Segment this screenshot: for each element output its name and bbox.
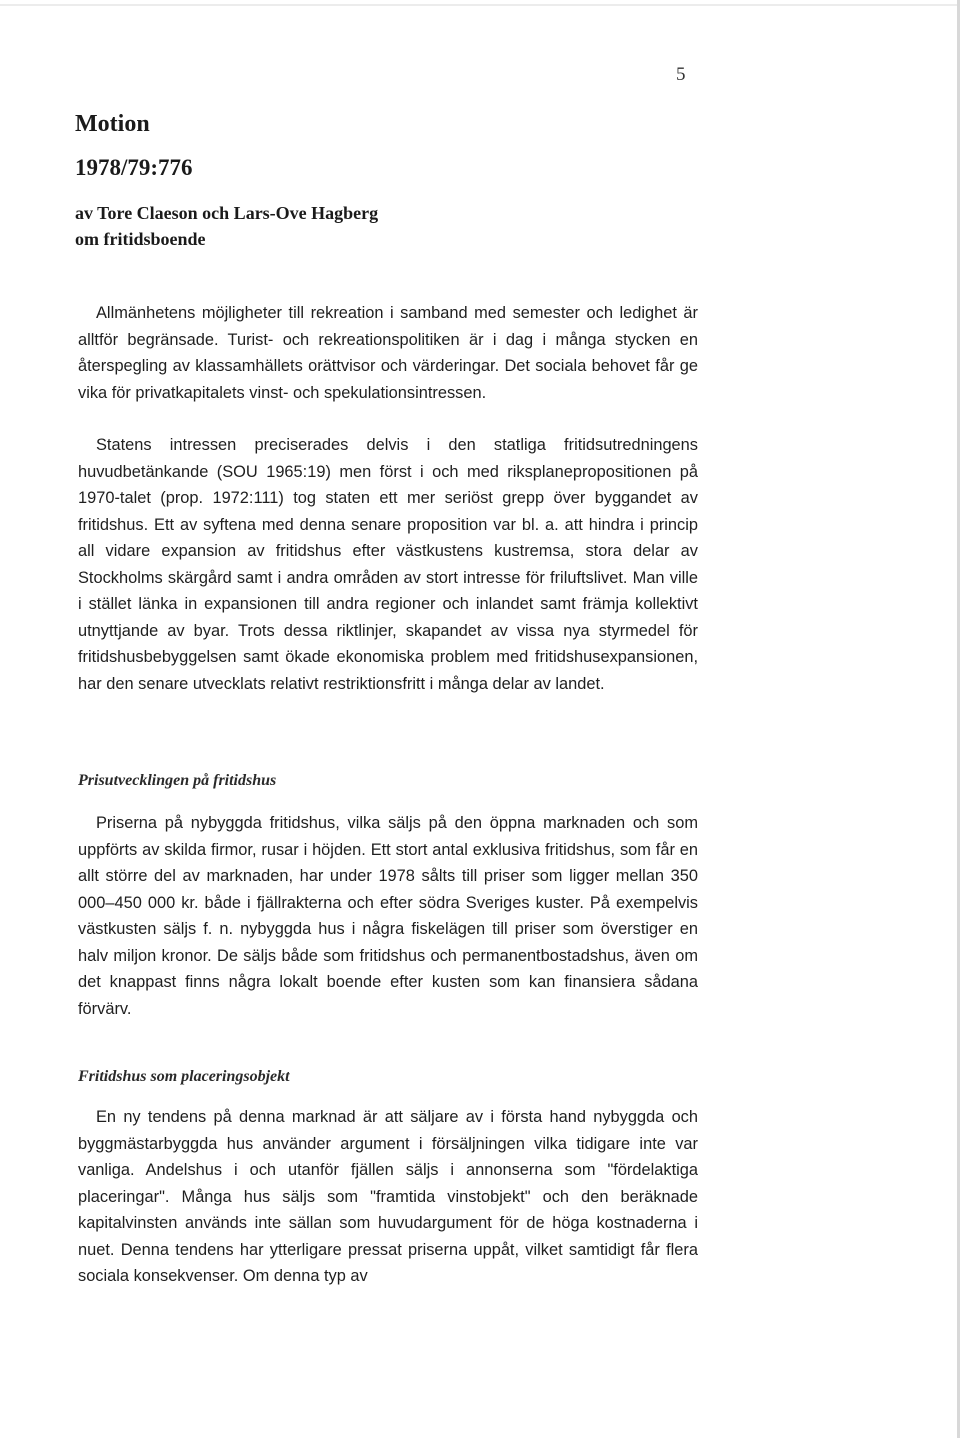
section-heading: Prisutvecklingen på fritidshus <box>78 772 277 789</box>
author-block <box>75 200 378 252</box>
body-paragraph: Statens intressen preciserades delvis i den statliga fritidsutredningens huvudbetänkande (SOU 1965:19) men först i och med riksplanepropositionen på 1970-talet (prop. 1972:111) tog staten ett mer seriöst grepp över byggandet av fritidshus. Ett av syftena med denna senare proposition var bl. a. att hindra i princip all vidare expansion av fritidshus efter västkustens kustremsa, stora delar av Stockholms skärgård samt i andra områden av stort intresse för friluftslivet. Man ville i stället länka in expansionen till andra regioner och inlandet samt främja kollektivt utnyttjande av byar. Trots dessa riktlinjer, skapandet av vissa nya styrmedel för fritidshusbebyggelsen samt ökade ekonomiska problem med fritidshusexpansionen, har den senare utvecklats relativt restriktionsfritt i många delar av landet. <box>78 436 698 693</box>
page-number: 5 <box>676 64 686 85</box>
document-type-title: Motion <box>75 111 150 137</box>
subject-line: om fritidsboende <box>75 229 206 249</box>
authors-line: av Tore Claeson och Lars-Ove Hagberg <box>75 203 379 223</box>
body-paragraph: Priserna på nybyggda fritidshus, vilka säljs på den öppna marknaden och som uppförts av skilda firmor, rusar i höjden. Ett stort antal exklusiva fritidshus, som får en allt större del av marknaden, har under 1978 sålts till priser som ligger mellan 350 000–450 000 kr. både i fjällrakterna och efter södra Sveriges kuster. På exempelvis västkusten säljs f. n. nybyggda hus i några fiskelägen till priser som överstiger en halv miljon kronor. De säljs både som fritidshus och permanentbostadshus, även om det knappast finns några lokalt boende efter kusten som kan finansiera sådana förvärv. <box>78 814 698 1018</box>
document-number: 1978/79:776 <box>75 155 193 180</box>
body-paragraph: Allmänhetens möjligheter till rekreation i samband med semester och ledighet är alltför begränsade. Turist- och rekreationspolitiken är i dag i många stycken en återspegling av klassamhällets orättvisor och värderingar. Det sociala behovet får ge vika för privatkapitalets vinst- och spekulationsintressen. <box>78 304 698 402</box>
body-paragraph: En ny tendens på denna marknad är att säljare av i första hand nybyggda och byggmästarbyggda hus använder argument i försäljningen vilka tidigare inte var vanliga. Andelshus i och utanför fjällen säljs i annonserna som "fördelaktiga placeringar". Många hus säljs som "framtida vinstobjekt" och den beräknade kapitalvinsten används inte sällan som huvudargument för de höga kostnaderna i nuet. Denna tendens har ytterligare pressat priserna uppåt, vilket samtidigt får flera sociala konsekvenser. Om denna typ av <box>78 1108 698 1285</box>
section-heading: Fritidshus som placeringsobjekt <box>78 1068 290 1085</box>
scan-top-edge <box>0 4 960 6</box>
